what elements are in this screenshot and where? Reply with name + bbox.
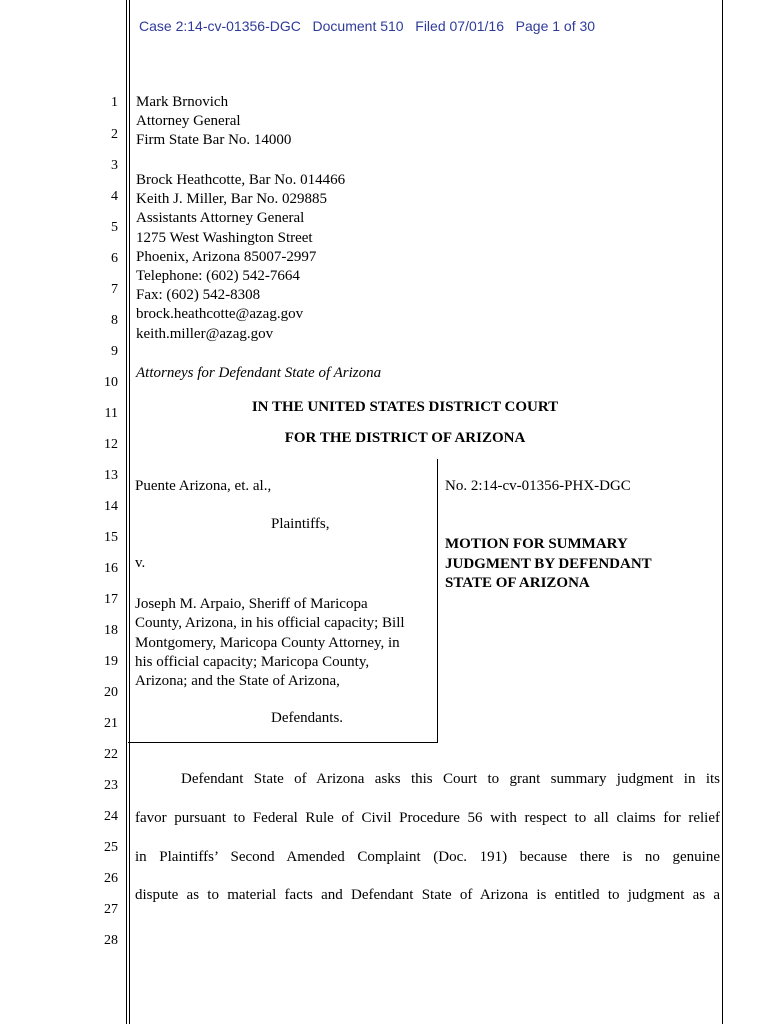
line-number: 14: [104, 499, 118, 514]
line-number: 8: [111, 313, 118, 328]
attorney-line: keith.miller@azag.gov: [136, 325, 274, 342]
body-line: Defendant State of Arizona asks this Court to grant summary judgment in its: [181, 771, 720, 787]
page-indicator: Page 1 of 30: [515, 18, 596, 34]
attorney-line: 1275 West Washington Street: [136, 229, 313, 246]
line-number: 6: [111, 251, 118, 266]
line-number: 10: [104, 375, 118, 390]
line-number: 25: [104, 840, 118, 855]
line-number: 13: [104, 468, 118, 483]
filed-date: Filed 07/01/16: [415, 18, 504, 34]
defendant-line: Montgomery, Maricopa County Attorney, in: [135, 634, 400, 651]
motion-title-line: MOTION FOR SUMMARY: [445, 536, 628, 552]
attorney-line: Phoenix, Arizona 85007-2997: [136, 248, 317, 265]
line-number: 21: [104, 716, 118, 731]
attorney-line: Fax: (602) 542-8308: [136, 287, 261, 304]
plaintiff-name: Puente Arizona, et. al.,: [135, 478, 272, 494]
attorney-line: Attorney General: [136, 113, 241, 130]
line-number: 15: [104, 530, 118, 545]
defendant-line: Joseph M. Arpaio, Sheriff of Maricopa: [135, 596, 368, 612]
body-line: favor pursuant to Federal Rule of Civil Procedure 56 with respect to all claims for relief: [135, 810, 720, 826]
court-title: IN THE UNITED STATES DISTRICT COURT: [251, 399, 559, 415]
defendant-line: his official capacity; Maricopa County,: [135, 653, 370, 670]
line-number: 3: [111, 158, 118, 173]
motion-title: [445, 535, 652, 594]
body-line: in Plaintiffs’ Second Amended Complaint (Doc. 191) because there is no genuine: [135, 849, 720, 865]
motion-title-line: JUDGMENT BY DEFENDANT: [445, 555, 652, 572]
line-number: 20: [104, 685, 118, 700]
attorney-general-block: [136, 93, 291, 151]
attorney-line: Firm State Bar No. 14000: [136, 132, 292, 149]
case-no: No. 2:14-cv-01356-PHX-DGC: [445, 478, 631, 494]
attorney-line: Brock Heathcotte, Bar No. 014466: [136, 172, 346, 188]
line-number: 22: [104, 747, 118, 762]
line-number: 18: [104, 623, 118, 638]
attorneys-for: Attorneys for Defendant State of Arizona: [136, 365, 382, 381]
line-number: 11: [104, 406, 118, 421]
line-number: 9: [111, 344, 118, 359]
line-number: 2: [111, 127, 118, 142]
line-number: 4: [111, 189, 118, 204]
line-number: 26: [104, 871, 118, 886]
case-number: Case 2:14-cv-01356-DGC: [139, 18, 301, 34]
document-number: Document 510: [312, 18, 404, 34]
line-number: 7: [111, 282, 118, 297]
district-title: FOR THE DISTRICT OF ARIZONA: [284, 430, 526, 446]
defendants-label: Defendants.: [271, 710, 344, 726]
defendant-line: County, Arizona, in his official capacity; Bill: [135, 615, 405, 632]
motion-title-line: STATE OF ARIZONA: [445, 575, 590, 591]
line-number: 12: [104, 437, 118, 452]
defendants-names: [135, 595, 405, 691]
attorney-line: Mark Brnovich: [136, 94, 229, 110]
line-number: 19: [104, 654, 118, 669]
attorney-line: Assistants Attorney General: [136, 210, 305, 227]
versus: v.: [135, 555, 146, 571]
line-number: 24: [104, 809, 118, 824]
line-number: 17: [104, 592, 118, 607]
line-number: 1: [111, 95, 118, 110]
filing-header: [139, 18, 595, 34]
attorney-line: Keith J. Miller, Bar No. 029885: [136, 191, 328, 208]
line-number: 23: [104, 778, 118, 793]
plaintiffs-label: Plaintiffs,: [271, 516, 330, 532]
line-number: 27: [104, 902, 118, 917]
body-line: dispute as to material facts and Defendant State of Arizona is entitled to judgment as a: [135, 887, 720, 903]
defendant-line: Arizona; and the State of Arizona,: [135, 673, 340, 690]
attorney-line: brock.heathcotte@azag.gov: [136, 306, 304, 323]
right-margin-rule: [722, 0, 723, 1024]
attorney-line: Telephone: (602) 542-7664: [136, 268, 300, 285]
line-number: 5: [111, 220, 118, 235]
left-margin-rule-outer: [126, 0, 127, 1024]
line-number: 16: [104, 561, 118, 576]
assistant-attorneys-block: [136, 171, 345, 344]
line-number: 28: [104, 933, 118, 948]
